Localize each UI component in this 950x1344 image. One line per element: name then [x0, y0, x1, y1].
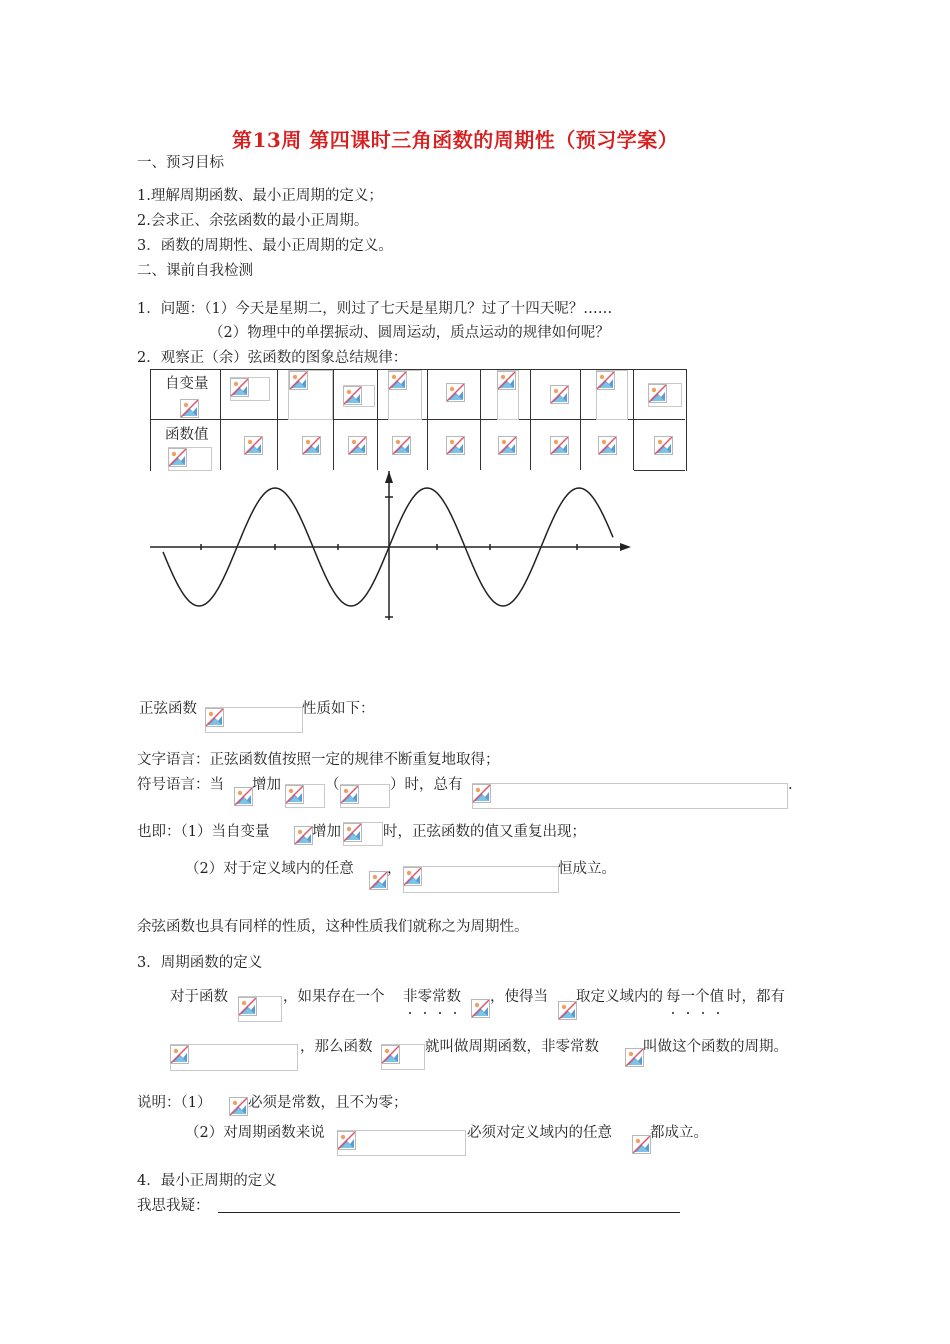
answer-line[interactable] [218, 1211, 680, 1213]
note2-a: （2）对周期函数来说 [185, 1125, 325, 1141]
formula-image-icon [369, 871, 388, 890]
formula-image-icon [238, 997, 257, 1016]
def-l2-c: 叫做这个函数的周期。 [643, 1039, 788, 1055]
yeji-c: 时，正弦函数的值又重复出现； [383, 824, 586, 840]
goal-2: 2.会求正、余弦函数的最小正周期。 [137, 213, 369, 229]
formula-image-icon [596, 371, 615, 390]
formula-image-icon [446, 383, 465, 402]
formula-image-icon [285, 785, 304, 804]
yeji2-c: 恒成立。 [558, 861, 616, 877]
formula-image-icon [337, 1131, 356, 1150]
formula-image-icon [498, 436, 517, 455]
y-axis-arrow [385, 471, 393, 483]
formula-image-icon [294, 826, 313, 845]
def-l1-f: 每一个值 [666, 989, 724, 1005]
formula-image-icon [205, 708, 224, 727]
wenzi-text: 文字语言：正弦函数值按照一定的规律不断重复地取得； [137, 752, 500, 768]
yuxian-text: 余弦函数也具有同样的性质，这种性质我们就称之为周期性。 [137, 919, 529, 935]
formula-image-icon [170, 1045, 189, 1064]
think-label: 我思我疑： [137, 1198, 210, 1214]
formula-image-icon [558, 1001, 577, 1020]
yeji2-b: ， [387, 861, 402, 877]
row-label-x: 自变量 [165, 376, 209, 392]
section3-heading: 3．周期函数的定义 [137, 955, 263, 971]
fuhao-a: 符号语言：当 [137, 777, 224, 793]
formula-image-icon [648, 384, 667, 403]
yeji2-a: （2）对于定义域内的任意 [185, 861, 354, 877]
goal-3: 3．函数的周期性、最小正周期的定义。 [137, 238, 393, 254]
fuhao-e: . [788, 777, 793, 793]
formula-image-icon [229, 1097, 248, 1116]
formula-image-icon [289, 371, 308, 390]
yeji-a: 也即：（1）当自变量 [137, 824, 270, 840]
x-axis-arrow [620, 543, 631, 551]
formula-image-icon [234, 787, 253, 806]
def-l1-g: 时，都有 [727, 989, 785, 1005]
note-b: 必须是常数，且不为零； [248, 1095, 408, 1111]
def-l2-b: 就叫做周期函数，非零常数 [425, 1039, 599, 1055]
formula-image-icon [244, 436, 263, 455]
q2-text: 2．观察正（余）弦函数的图象总结规律： [137, 350, 408, 366]
formula-image-icon [446, 436, 465, 455]
goal-1: 1.理解周期函数、最小正周期的定义； [137, 188, 383, 204]
yeji-b: 增加 [312, 824, 341, 840]
def-l2-a: ，那么函数 [300, 1039, 373, 1055]
fuhao-c: （ [325, 777, 340, 793]
formula-image-icon [625, 1048, 644, 1067]
formula-image-icon [388, 371, 407, 390]
note2-b: 必须对定义域内的任意 [467, 1125, 612, 1141]
formula-image-icon [343, 823, 362, 842]
def-l1-a: 对于函数 [170, 989, 228, 1005]
formula-image-icon [550, 385, 569, 404]
def-l1-e: 取定义域内的 [576, 989, 663, 1005]
formula-image-icon [230, 378, 249, 397]
row-label-y: 函数值 [165, 427, 209, 443]
def-l1-d: ，使得当 [490, 989, 548, 1005]
formula-image-icon [472, 784, 491, 803]
formula-image-icon [497, 371, 516, 390]
props-intro-b: 性质如下： [302, 701, 375, 717]
section4-heading: 4．最小正周期的定义 [137, 1173, 277, 1189]
section1-heading: 一、预习目标 [137, 155, 224, 171]
section2-heading: 二、课前自我检测 [137, 263, 253, 279]
fuhao-d: ）时，总有 [390, 777, 463, 793]
formula-image-icon [340, 785, 359, 804]
q1-line1: 1．问题：（1）今天是星期二，则过了七天是星期几？过了十四天呢？…… [137, 301, 613, 317]
formula-image-icon [302, 436, 321, 455]
formula-image-icon [381, 1045, 400, 1064]
note2-c: 都成立。 [650, 1125, 708, 1141]
formula-image-icon [654, 436, 673, 455]
formula-image-icon [392, 436, 411, 455]
formula-image-icon [550, 436, 569, 455]
note-a: 说明：（1） [137, 1095, 212, 1111]
formula-image-icon [348, 436, 367, 455]
formula-image-icon [632, 1135, 651, 1154]
formula-image-icon [403, 867, 422, 886]
q1-line2: （2）物理中的单摆振动、圆周运动，质点运动的规律如何呢？ [209, 325, 610, 341]
props-intro-a: 正弦函数 [139, 701, 197, 717]
fuhao-b: 增加 [252, 777, 281, 793]
def-l1-b: ，如果存在一个 [283, 989, 385, 1005]
def-l1-c: 非零常数 [403, 989, 461, 1005]
page-title: 第13周 第四课时三角函数的周期性（预习学案） [232, 128, 679, 152]
formula-image-icon [343, 386, 362, 405]
formula-image-icon [598, 436, 617, 455]
formula-image-icon [180, 399, 199, 418]
formula-image-icon [471, 999, 490, 1018]
sine-graph [145, 465, 645, 630]
